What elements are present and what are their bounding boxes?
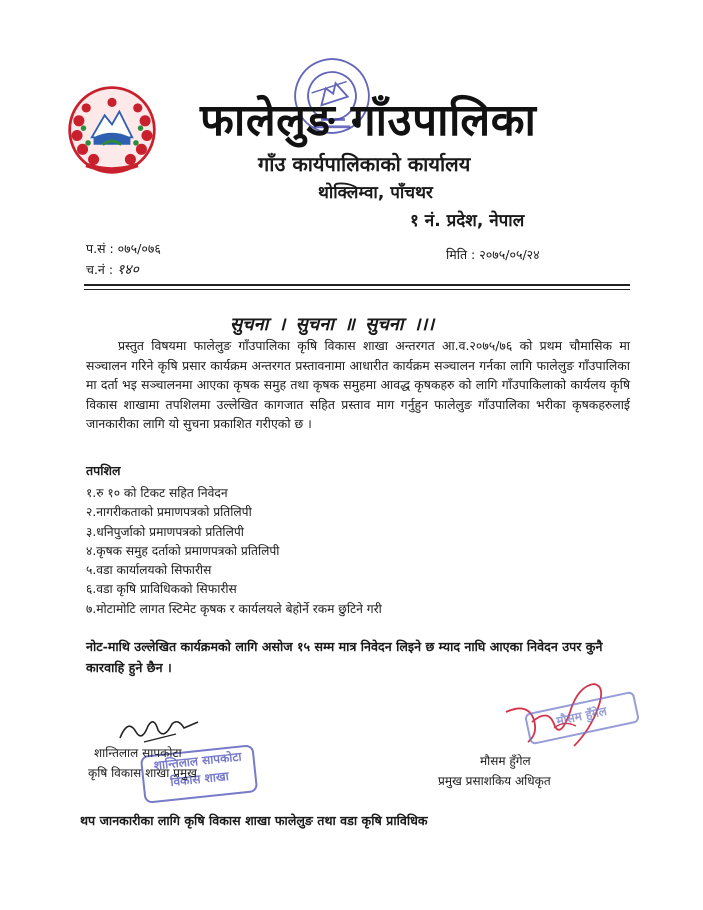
notice-body: प्रस्तुत विषयमा फालेलुङ गाँउपालिका कृषि विकास शाखा अन्तरगत आ.व.२०७५/७६ को प्रथम चौमासिक मा सञ्चालन गरिने कृषि प्रसार कार्यक्रम अन्तरगत प्रस्तावनामा आधारीत कार्यक्रम सञ्चालन गर्नका लागि फालेलुङ गाँउपालिका मा दर्ता भइ सञ्चालनमा आएका कृषक समुह तथा कृषक समुहमा आवद्ध कृषकहरु को लागि गाँउपाकिलाको कार्यलय कृषि विकास शाखामा तपशिलमा उल्लेखित कागजात सहित प्रस्ताव माग गर्नुहुन फालेलुङ गाँउपालिका भरीका कृषकहरुलाई जानकारीका लागि यो सुचना प्रकाशित गरीएको छ । — [86, 338, 630, 431]
stamp-left-unit: विकास शाखा — [169, 768, 230, 789]
list-item: १.रु १० को टिकट सहित निवेदन — [86, 486, 228, 500]
list-item: ७.मोटामोटि लागत स्टिमेट कृषक र कार्यलयले बेहोर्ने रकम छुटिने गरी — [86, 601, 382, 616]
footer-contact: थप जानकारीका लागि कृषि विकास शाखा फालेलुङ तथा वडा कृषि प्राविधिक — [80, 813, 428, 828]
stamp-left-name: शान्तिलाल सापकोटा — [153, 749, 243, 773]
office-location: थोक्लिम्वा, पाँचथर — [318, 183, 433, 203]
left-signatory-title: कृषि विकास शाखा प्रमुख — [88, 766, 197, 780]
signature-mark — [114, 712, 204, 748]
right-signatory-name: मौसम हुँगेल — [480, 754, 531, 768]
fiscal-reference: प.सं : ०७५/०७६ — [86, 241, 161, 256]
requirements-list — [86, 484, 382, 619]
list-item: २.नागरीकताको प्रमाणपत्रको प्रतिलिपी — [86, 505, 252, 520]
dispatch-label: च.नं : — [86, 262, 114, 277]
office-name: गाँउ कार्यपालिकाको कार्यालय — [258, 152, 471, 176]
letter-date: मिति : २०७५/०५/२४ — [446, 247, 540, 262]
deadline-note: नोट-माथि उल्लेखित कार्यक्रमको लागि असोज १५ सम्म मात्र निवेदन लिइने छ म्याद नाघि आएका निवेदन उपर कुनै कारवाहि हुने छैन । — [86, 639, 603, 675]
list-item: ६.वडा कृषि प्राविधिकको सिफारीस — [86, 582, 237, 597]
dispatch-reference — [86, 260, 139, 279]
dispatch-number: १४० — [117, 262, 139, 278]
header-rule — [84, 284, 630, 286]
list-item: ५.वडा कार्यालयको सिफारीस — [86, 563, 212, 578]
notice-heading: सुचना । सुचना ॥ सुचना ।।। — [230, 314, 435, 335]
page-title: फालेलुङ गाँउपालिका — [200, 95, 537, 146]
list-item: ३.धनिपुर्जाको प्रमाणपत्रको प्रतिलिपी — [86, 524, 244, 539]
stamp-right-text: मौसम हुँगेल — [555, 703, 608, 729]
header-rule-thin — [84, 289, 630, 290]
right-signatory-title: प्रमुख प्रसाशकिय अधिकृत — [438, 774, 551, 788]
left-signatory-name: शान्तिलाल सापकोटा — [94, 746, 182, 760]
list-item: ४.कृषक समुह दर्ताको प्रमाणपत्रको प्रतिलिपी — [86, 543, 280, 558]
nepal-emblem-icon — [66, 84, 158, 176]
list-title: तपशिल — [86, 463, 121, 478]
province-line: १ नं. प्रदेश, नेपाल — [410, 211, 525, 231]
